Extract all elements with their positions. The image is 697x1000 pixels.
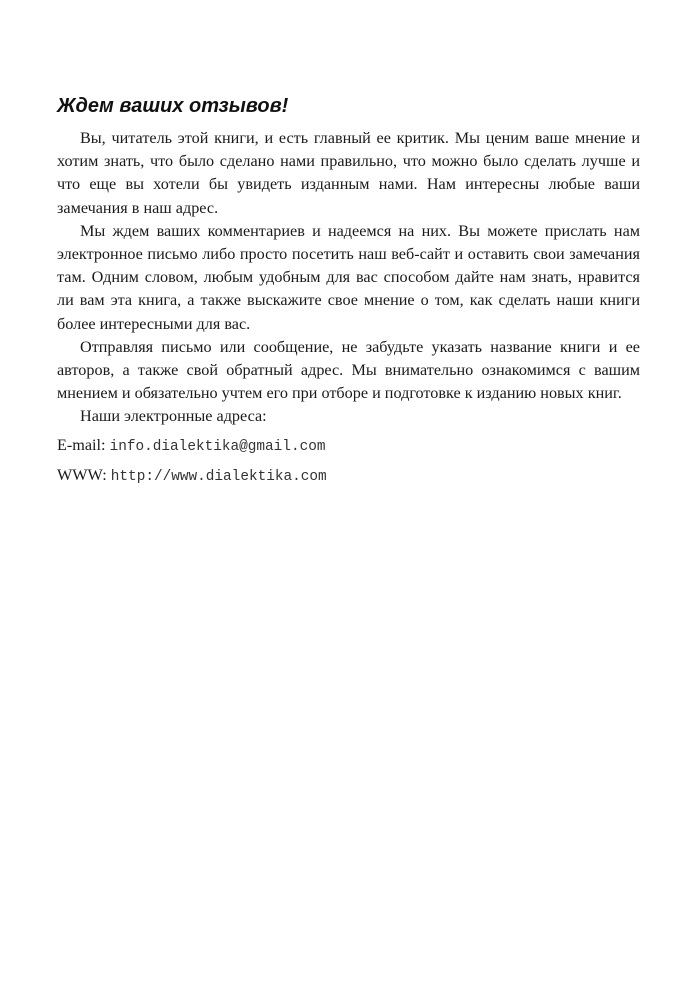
- website-link[interactable]: http://www.dialektika.com: [110, 468, 327, 485]
- email-label: E-mail:: [57, 435, 106, 454]
- paragraph-send-letter: Отправляя письмо или сообщение, не забудьте указать название книги и ее авторов, а также свой обратный адрес. Мы внимательно ознакомимся с вашим мнением и обязательно учтем его при отборе и подготовке к изданию новых книг.: [57, 337, 640, 403]
- paragraph-reader-critic: Вы, читатель этой книги, и есть главный ее критик. Мы ценим ваше мнение и хотим знать, что было сделано нами правильно, что можно было сделать лучше и что еще вы хотели бы увидеть изданным нами. Нам интересны любые ваши замечания в наш адрес.: [57, 129, 640, 217]
- website-line: [57, 464, 640, 489]
- email-line: [57, 434, 640, 459]
- email-link[interactable]: info.dialektika@gmail.com: [109, 438, 326, 455]
- paragraph-addresses-intro: Наши электронные адреса:: [80, 407, 267, 426]
- paragraph-comments: Мы ждем ваших комментариев и надеемся на них. Вы можете прислать нам электронное письмо либо просто посетить наш веб-сайт и оставить свои замечания там. Одним словом, любым удобным для вас способом дайте нам знать, нравится ли вам эта книга, а также выскажите свое мнение о том, как сделать наши книги более интересными для вас.: [57, 221, 640, 333]
- feedback-page: [57, 93, 640, 489]
- website-label: WWW:: [57, 465, 107, 484]
- page-heading: Ждем ваших отзывов!: [57, 95, 289, 117]
